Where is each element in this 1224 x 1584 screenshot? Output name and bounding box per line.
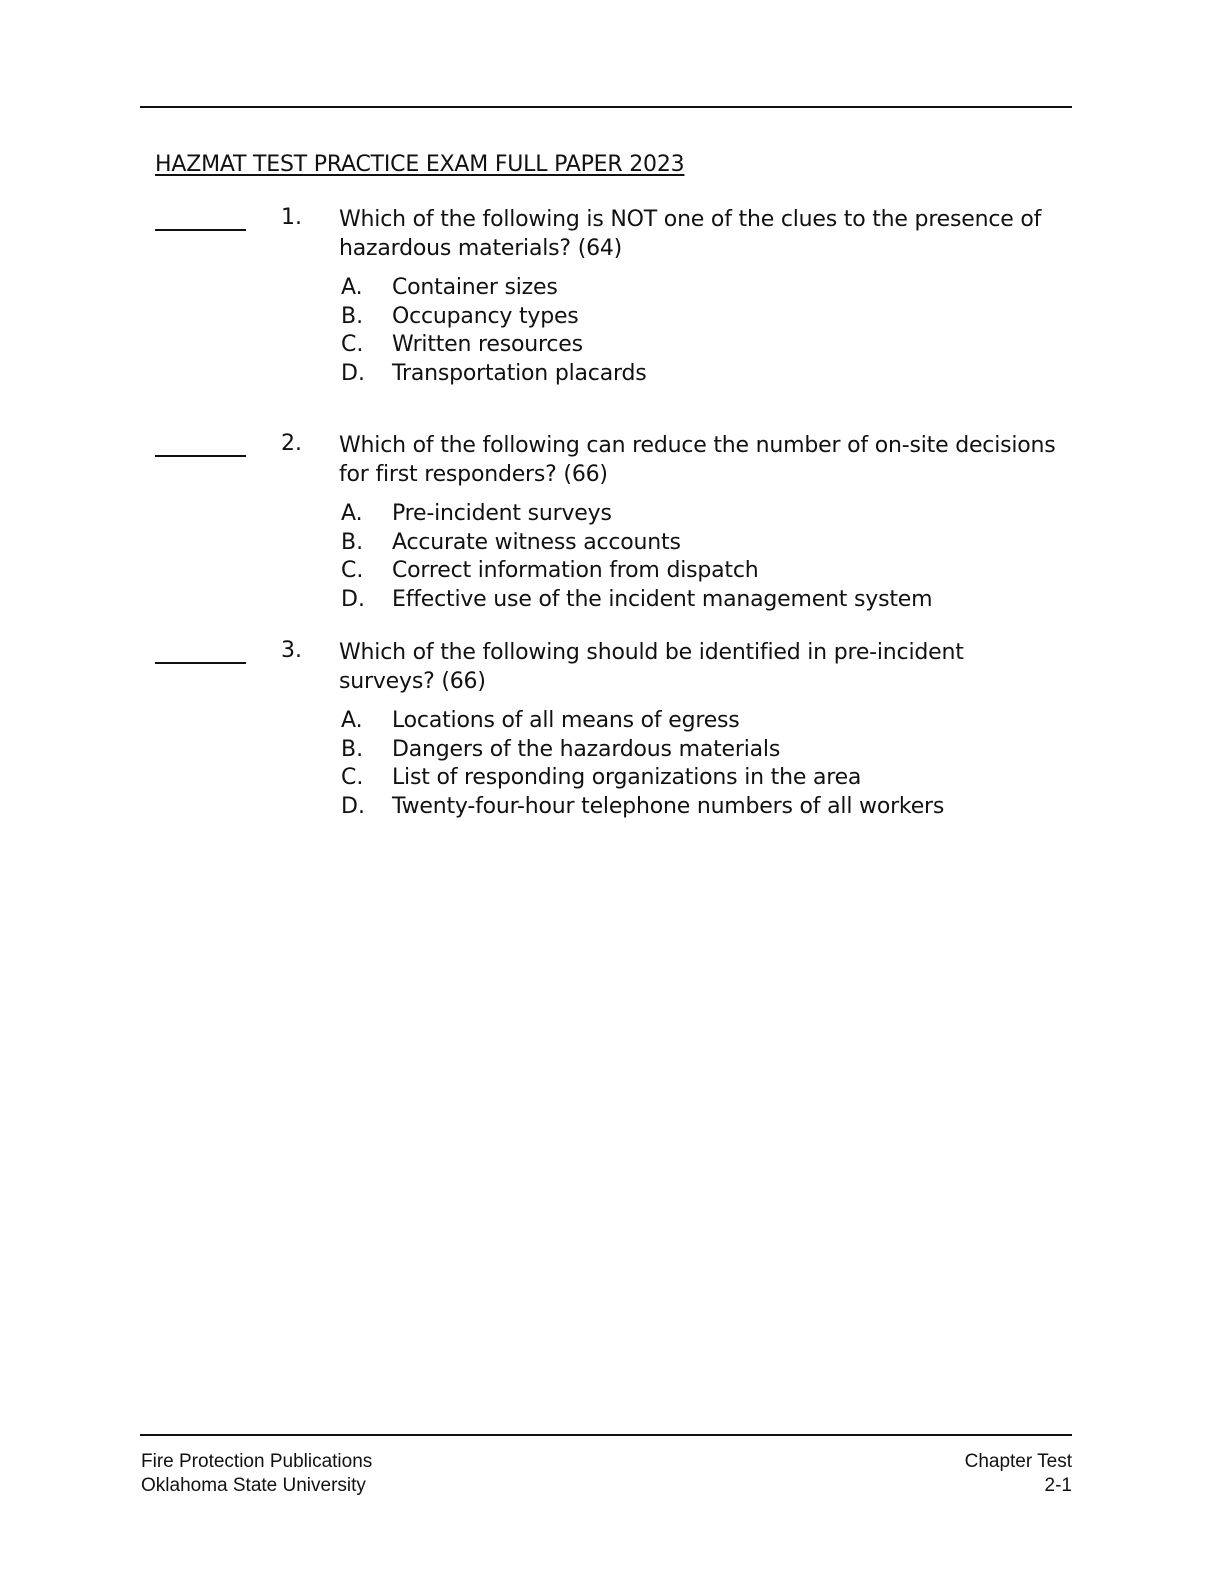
option-list <box>341 707 1061 821</box>
option-text: Dangers of the hazardous materials <box>392 736 781 762</box>
option <box>341 764 1061 793</box>
page-number: 2-1 <box>1044 1475 1072 1496</box>
option-letter: C. <box>341 765 364 790</box>
option-text: Twenty-four-hour telephone numbers of all workers <box>392 793 945 819</box>
option-text: Pre-incident surveys <box>392 501 612 526</box>
answer-blank <box>155 229 246 231</box>
option-text: Transportation placards <box>392 360 647 386</box>
option-letter: D. <box>341 586 365 612</box>
question-text: Which of the following can reduce the number of on-site decisions for first responders? (66) <box>339 433 1056 487</box>
option <box>341 736 1061 765</box>
option-text: Occupancy types <box>392 303 579 329</box>
option <box>341 707 1061 736</box>
answer-blank <box>155 662 246 664</box>
question-number: 1. <box>281 205 302 230</box>
option-letter: D. <box>341 360 365 386</box>
option-text: Written resources <box>392 332 583 357</box>
footer-chapter <box>965 1450 1072 1498</box>
option-text: Accurate witness accounts <box>392 529 681 555</box>
option <box>341 500 1061 529</box>
page-title: HAZMAT TEST PRACTICE EXAM FULL PAPER 2023 <box>155 152 685 177</box>
option <box>341 274 1061 303</box>
option-text: Effective use of the incident management system <box>392 586 933 612</box>
question-text: Which of the following is NOT one of the clues to the presence of hazardous materials? (64) <box>339 207 1042 261</box>
option-letter: B. <box>341 529 364 555</box>
footer-chapter-label: Chapter Test <box>964 1451 1072 1472</box>
option-letter: C. <box>341 332 364 357</box>
option <box>341 586 1061 615</box>
option <box>341 529 1061 558</box>
question-text: Which of the following should be identified in pre-incident surveys? (66) <box>339 640 964 694</box>
footer-rule <box>140 1434 1072 1436</box>
option-letter: D. <box>341 793 365 819</box>
footer-university: Oklahoma State University <box>141 1475 366 1496</box>
option-text: Container sizes <box>392 275 558 300</box>
option-letter: B. <box>341 303 364 329</box>
option <box>341 793 1061 822</box>
option <box>341 360 1061 389</box>
question-number: 3. <box>281 638 302 663</box>
question-number: 2. <box>281 431 302 456</box>
footer-publisher <box>141 1450 372 1498</box>
option <box>341 303 1061 332</box>
footer-publisher-name: Fire Protection Publications <box>141 1451 373 1472</box>
option-letter: A. <box>341 708 363 733</box>
option-text: Locations of all means of egress <box>392 708 740 733</box>
option <box>341 557 1061 586</box>
option-letter: A. <box>341 275 363 300</box>
option-letter: A. <box>341 501 363 526</box>
option-letter: C. <box>341 558 364 583</box>
option-letter: B. <box>341 736 364 762</box>
answer-blank <box>155 455 246 457</box>
option-list <box>341 274 1061 388</box>
option-text: List of responding organizations in the area <box>392 765 862 790</box>
option-list <box>341 500 1061 614</box>
option-text: Correct information from dispatch <box>392 558 759 583</box>
option <box>341 331 1061 360</box>
header-rule <box>140 106 1072 108</box>
